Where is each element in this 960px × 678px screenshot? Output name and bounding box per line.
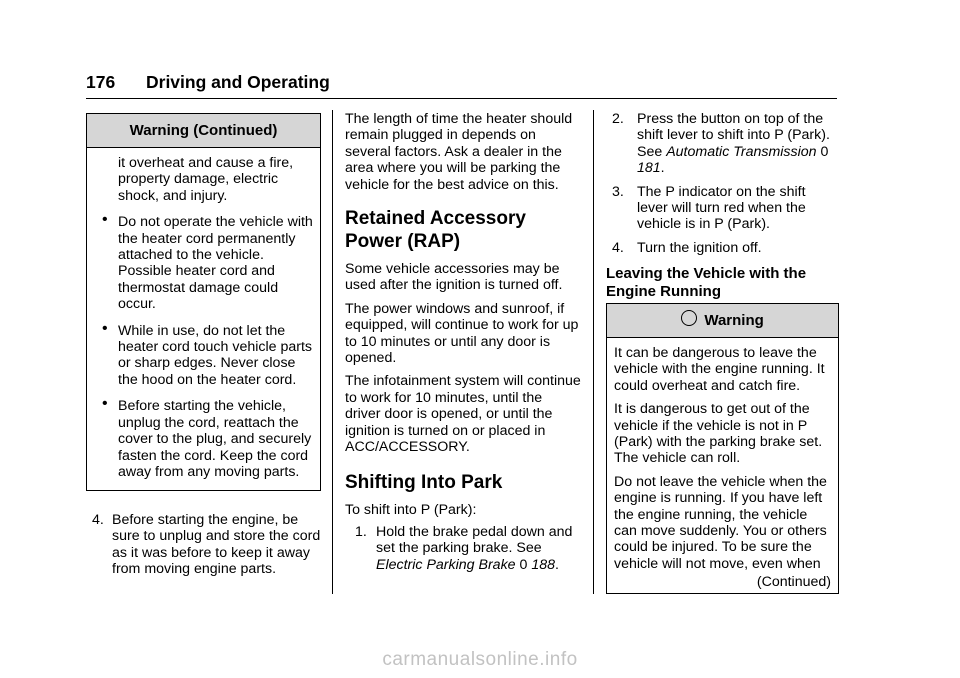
column-divider-2 [593, 110, 594, 594]
warning-header [607, 304, 838, 338]
cross-reference: Electric Parking Brake [376, 556, 516, 573]
step-number: 1. [355, 523, 367, 540]
step-number: 2. [612, 111, 624, 127]
page-arrow-icon: 0 [820, 143, 829, 160]
warning-bullet [87, 395, 314, 480]
page-arrow-icon: 0 [519, 556, 528, 573]
rap-paragraph-3: The infotainment system will continue to work for 10 minutes, until the driver door is opened, or until the ignition is turned on or placed in ACC/ACCESSORY. [345, 373, 581, 456]
rap-paragraph-2: The power windows and sunroof, if equipped, will continue to work for up to 10 minutes or until any door is opened. [345, 300, 579, 367]
step-number: 4. [92, 512, 104, 528]
section-title: Driving and Operating [146, 72, 330, 92]
warning-bullet [87, 211, 314, 313]
step-4 [606, 240, 838, 256]
warning-box [606, 303, 839, 594]
bullet-icon: • [102, 211, 108, 229]
watermark: carmanualsonline.info [382, 649, 578, 670]
park-intro: To shift into P (Park): [345, 501, 477, 518]
bullet-icon: • [102, 319, 108, 337]
heater-paragraph: The length of time the heater should remain plugged in depends on several factors. Ask a dealer in the area where you will be parking the vehicle for the best advice on this. [345, 111, 573, 193]
leaving-vehicle-heading: Leaving the Vehicle with the Engine Running [606, 265, 807, 301]
header-rule [86, 98, 837, 99]
warning-paragraph-1: It can be dangerous to leave the vehicle with the engine running. It could overheat and catch fire. [614, 345, 825, 394]
continued-label: (Continued) [756, 574, 831, 591]
cross-reference: Automatic Transmission [666, 143, 817, 160]
step-2 [606, 111, 838, 177]
step-1 [345, 524, 581, 573]
bullet-icon: • [102, 395, 108, 413]
step-text: Hold the brake pedal down and set the parking brake. See [376, 523, 573, 557]
reference-page: 181 [637, 160, 661, 177]
warning-body [607, 338, 838, 591]
warning-title: Warning [704, 312, 764, 329]
bullet-text: Do not operate the vehicle with the heater cord permanently attached to the vehicle. Possible heater cord and thermostat damage could occur. [118, 214, 313, 313]
warning-paragraph-2: It is dangerous to get out of the vehicle if the vehicle is not in P (Park) with the parking brake set. The vehicle can roll. [614, 401, 823, 467]
column-3-steps [606, 111, 838, 301]
park-heading: Shifting Into Park [345, 471, 503, 493]
bullet-text: Before starting the vehicle, unplug the cord, reattach the cover to the plug, and securely fasten the cord. Keep the cord away from any moving parts. [118, 398, 312, 480]
reference-page: 188 [531, 556, 556, 573]
rap-heading: Retained Accessory Power (RAP) [345, 208, 526, 253]
step-text: Before starting the engine, be sure to unplug and store the cord as it was before to keep it away from moving engine parts. [112, 512, 321, 578]
warning-paragraph-3: Do not leave the vehicle when the engine is running. If you have left the engine running, the vehicle can move suddenly. You or others could be injured. To be sure the vehicle will not move, even when [614, 473, 827, 572]
period: . [555, 556, 559, 573]
step-number: 4. [612, 239, 624, 256]
warning-continued-text: it overheat and cause a fire, property damage, electric shock, and injury. [118, 155, 294, 204]
rap-paragraph-1: Some vehicle accessories may be used after the ignition is turned off. [345, 261, 563, 294]
step-4 [86, 512, 324, 578]
step-3 [606, 184, 838, 233]
warning-continued-box [86, 113, 321, 491]
step-text: The P indicator on the shift lever will turn red when the vehicle is in P (Park). [637, 183, 806, 233]
step-text: Turn the ignition off. [637, 239, 762, 256]
column-2 [345, 111, 581, 573]
warning-continued-body [87, 148, 320, 480]
column-divider-1 [332, 110, 333, 594]
bullet-text: While in use, do not let the heater cord touch vehicle parts or sharp edges. Never close the hood on the heater cord. [118, 322, 313, 388]
step-text: Press the button on top of the shift lever to shift into P (Park). See [637, 111, 830, 160]
period: . [660, 160, 665, 177]
page-number: 176 [86, 72, 116, 92]
warning-continued-title: Warning (Continued) [87, 114, 320, 148]
column-1-steps [86, 512, 324, 578]
warning-bullet [87, 319, 314, 389]
warning-icon [681, 310, 697, 326]
step-number: 3. [612, 183, 624, 200]
